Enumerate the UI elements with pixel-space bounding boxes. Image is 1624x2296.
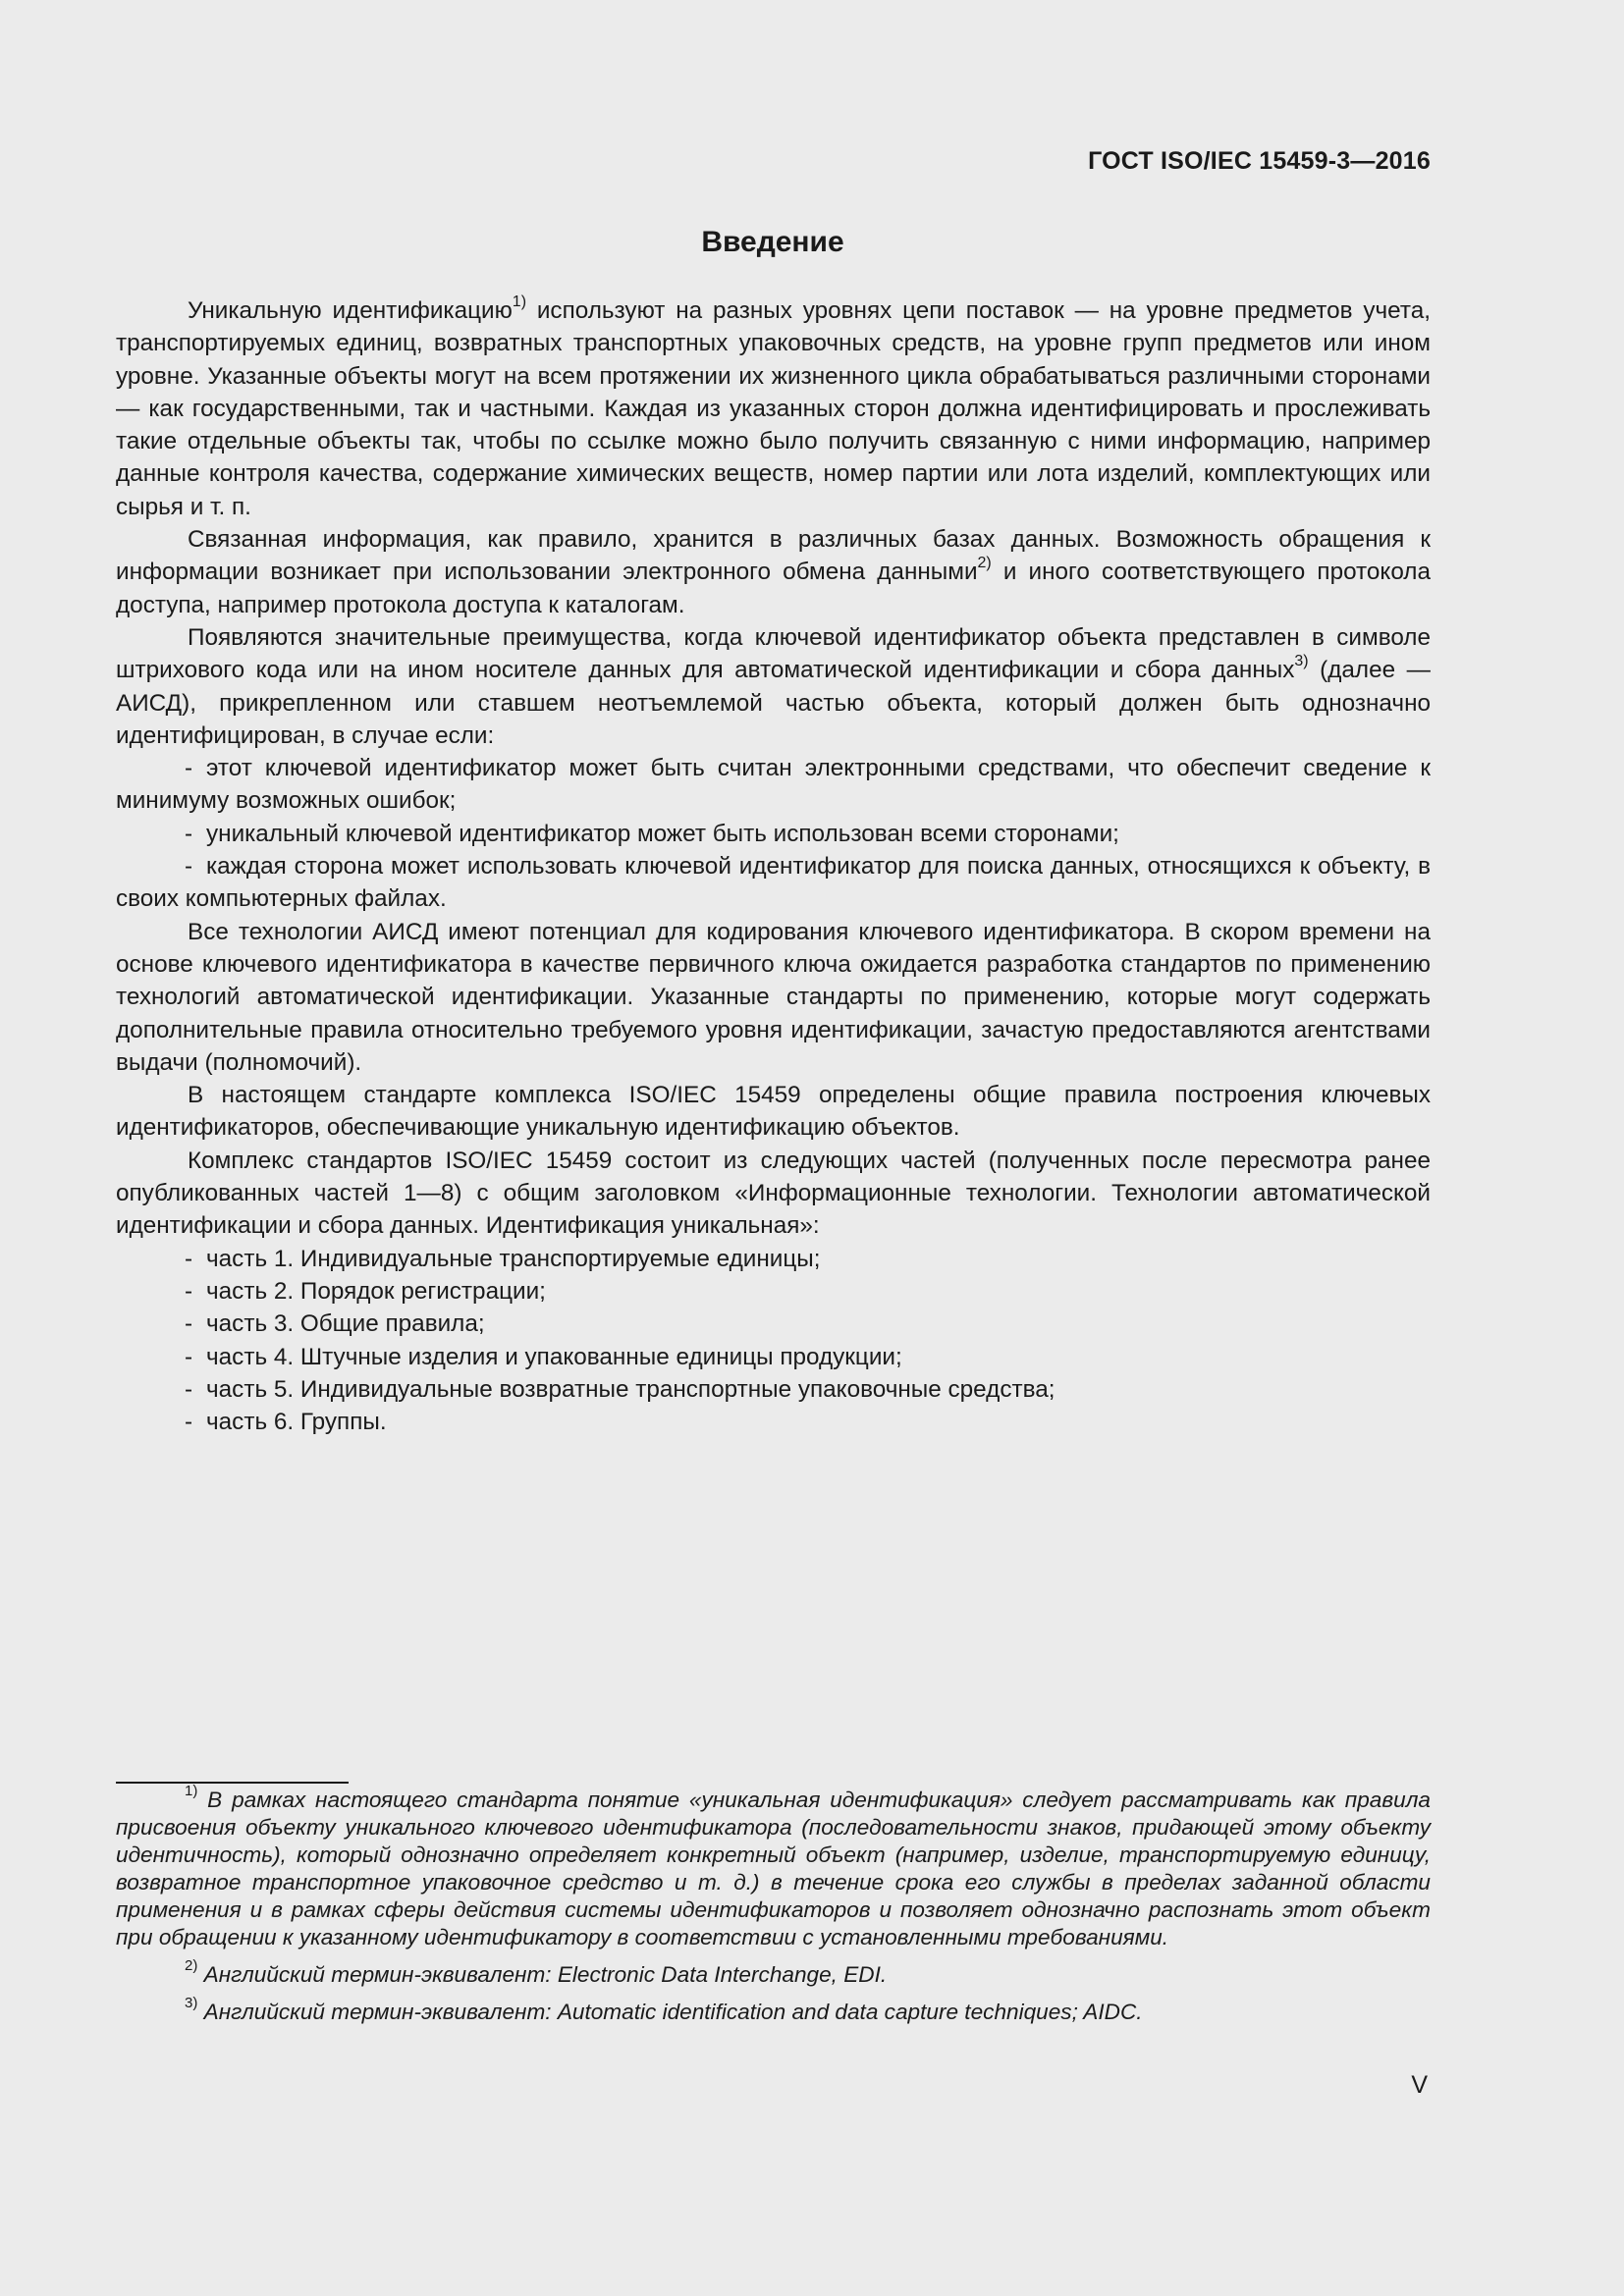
footnote-mark: 1) — [185, 1783, 198, 1800]
part-text: часть 6. Группы. — [206, 1409, 387, 1436]
footnote-divider — [116, 1782, 349, 1784]
part-item — [116, 1243, 1431, 1275]
section-title: Введение — [701, 226, 844, 258]
document-code-header: ГОСТ ISO/IEC 15459-3—2016 — [1088, 147, 1431, 175]
list-dash: - — [185, 1409, 193, 1436]
footnote-text: В рамках настоящего стандарта понятие «уникальная идентификация» следует рассматривать как правила присвоения объекту уникального ключевого идентификатора (последовательности знаков, придающей этому объекту идентичность), который однозначно определяет конкретный объект (например, изделие, транспортируемую единицу, возвратное транспортное упаковочное средство и т. д.) в течение срока его службы в пределах заданной области применения и в рамках сферы действия системы идентификаторов и позволяет однозначно распознать этот объект при обращении к указанному идентификатору в соответствии с установленными требованиями. — [116, 1788, 1431, 1949]
paragraph-5: В настоящем стандарте комплекса ISO/IEC 15459 определены общие правила построения ключевых идентификаторов, обеспечивающие уникальную идентификацию объектов. — [116, 1082, 1431, 1142]
part-text: часть 1. Индивидуальные транспортируемые единицы; — [206, 1245, 821, 1272]
footnote-ref-3: 3) — [1294, 653, 1309, 670]
condition-item — [116, 752, 1431, 818]
paragraph-1-text-a: Уникальную идентификацию — [188, 297, 513, 324]
condition-text: этот ключевой идентификатор может быть считан электронными средствами, что обеспечит сведение к минимуму возможных ошибок; — [116, 755, 1431, 815]
page-number: V — [1411, 2071, 1428, 2099]
paragraph-2-text-b: и иного соответствующего протокола доступа, например протокола доступа к каталогам. — [116, 559, 1431, 618]
list-dash: - — [185, 1245, 193, 1272]
footnote-1 — [116, 1783, 1431, 1951]
paragraph-3-text-a: Появляются значительные преимущества, когда ключевой идентификатор объекта представлен в символе штрихового кода или на ином носителе данных для автоматической идентификации и сбора данных — [116, 623, 1431, 684]
part-item — [116, 1308, 1431, 1340]
footnote-2 — [116, 1957, 1431, 1989]
part-text: часть 2. Порядок регистрации; — [206, 1277, 546, 1305]
paragraph-4: Все технологии АИСД имеют потенциал для кодирования ключевого идентификатора. В скором времени на основе ключевого идентификатора в качестве первичного ключа ожидается разработка стандартов по применению технологий автоматической идентификации. Указанные стандарты по применению, которые могут содержать дополнительные правила относительно требуемого уровня идентификации, зачастую предоставляются агентствами выдачи (полномочий). — [116, 918, 1431, 1076]
list-dash: - — [185, 820, 193, 847]
part-text: часть 4. Штучные изделия и упакованные единицы продукции; — [206, 1343, 902, 1370]
paragraph-2-text-a: Связанная информация, как правило, хранится в различных базах данных. Возможность обращения к информации возникает при использовании электронного обмена данными — [116, 526, 1431, 586]
part-item — [116, 1341, 1431, 1373]
part-text: часть 5. Индивидуальные возвратные транспортные упаковочные средства; — [206, 1375, 1056, 1403]
footnotes — [116, 1783, 1431, 2036]
part-text: часть 3. Общие правила; — [206, 1310, 485, 1338]
footnote-text: Английский термин-эквивалент: Electronic Data Interchange, EDI. — [197, 1962, 888, 1987]
list-dash: - — [185, 1343, 193, 1370]
paragraph-6: Комплекс стандартов ISO/IEC 15459 состоит из следующих частей (полученных после пересмотра ранее опубликованных частей 1—8) с общим заголовком «Информационные технологии. Технологии автоматической идентификации и сбора данных. Идентификация уникальная»: — [116, 1147, 1431, 1240]
footnote-text: Английский термин-эквивалент: Automatic identification and data capture techniques; AIDC. — [197, 2000, 1143, 2024]
footnote-ref-1: 1) — [512, 293, 527, 310]
paragraph-3-text-b: (далее — АИСД), прикрепленном или ставшем неотъемлемой частью объекта, который должен быть однозначно идентифицирован, в случае если: — [116, 657, 1431, 749]
footnote-3 — [116, 1995, 1431, 2026]
part-item — [116, 1373, 1431, 1406]
footnote-ref-2: 2) — [977, 555, 992, 572]
condition-item — [116, 818, 1431, 850]
list-dash: - — [185, 1277, 193, 1305]
list-dash: - — [185, 1375, 193, 1403]
condition-text: уникальный ключевой идентификатор может быть использован всеми сторонами; — [206, 820, 1119, 847]
condition-item — [116, 850, 1431, 916]
list-dash: - — [185, 755, 193, 782]
list-dash: - — [185, 853, 193, 881]
paragraph-2 — [116, 523, 1431, 621]
body-text — [116, 294, 1431, 1438]
part-item — [116, 1275, 1431, 1308]
part-item — [116, 1406, 1431, 1438]
footnote-mark: 2) — [185, 1957, 198, 1975]
paragraph-1-text-b: используют на разных уровнях цепи поставок — на уровне предметов учета, транспортируемых единиц, возвратных транспортных упаковочных средств, на уровне групп предметов или ином уровне. Указанные объекты могут на всем протяжении их жизненного цикла обрабатываться различными сторонами — как государственными, так и частными. Каждая из указанных сторон должна идентифицировать и прослеживать такие отдельные объекты так, чтобы по ссылке можно было получить связанную с ними информацию, например данные контроля качества, содержание химических веществ, номер партии или лота изделий, комплектующих или сырья и т. п. — [116, 297, 1431, 520]
footnote-mark: 3) — [185, 1995, 198, 2012]
paragraph-3 — [116, 621, 1431, 752]
list-dash: - — [185, 1310, 193, 1338]
paragraph-1 — [116, 294, 1431, 523]
condition-text: каждая сторона может использовать ключевой идентификатор для поиска данных, относящихся к объекту, в своих компьютерных файлах. — [116, 853, 1431, 913]
